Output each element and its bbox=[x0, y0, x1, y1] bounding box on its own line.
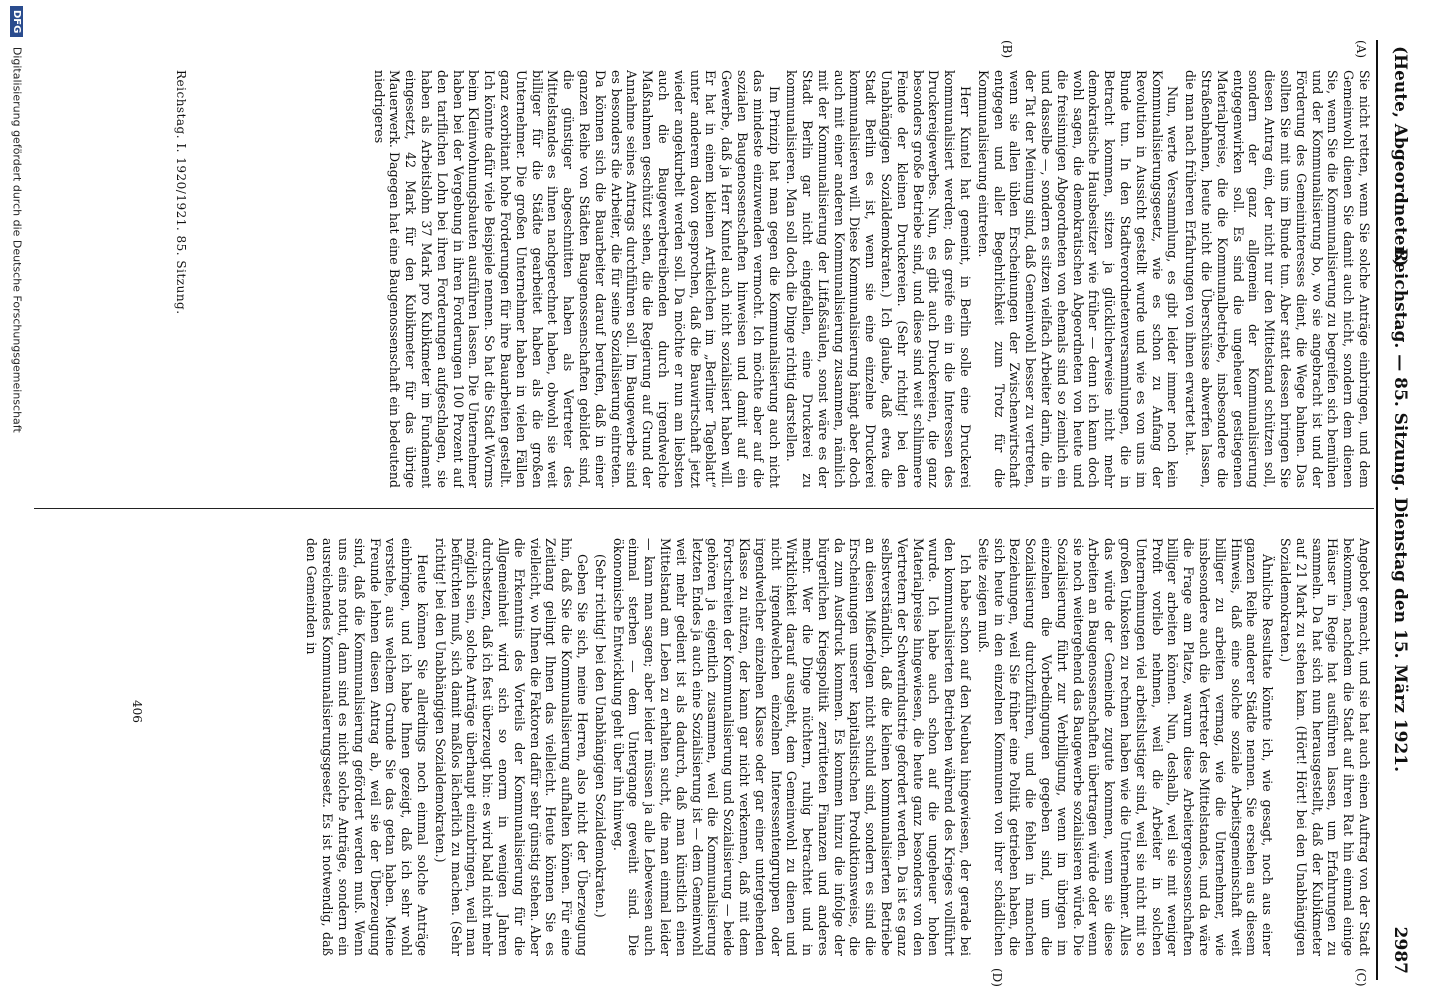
speaker-note: (Heute, Abgeordneter.) bbox=[1390, 46, 1410, 267]
page-number: 2987 bbox=[1390, 926, 1410, 974]
footer-source: Reichstag. I. 1920/1921. 85. Sitzung. bbox=[174, 70, 188, 315]
margin-marker-b: (B) bbox=[1000, 40, 1014, 59]
paragraph: Herr Kuntel hat gemeint, in Berlin solle eine Druckerei kommunalisiert werden; das greife ein in die Interessen des Druckereigewerbes. Nun, es gibt auch Druckereien, die ganz besonders große Betriebe sind, und diese sind weit schlimmere Feinde der kleinen Druckereien. (Sehr richtig! bei den Unabhängigen Sozialdemokraten.) Ich glaube, daß etwa die Stadt Berlin es ist, wenn sie eine einzelne Druckerei kommunalisieren will. Diese Kommunalisierung hängt aber doch auch mit einer anderen Kommunalisierung zusammen, nämlich mit der Kommunalisierung der Litfaßsäulen, sonst wäre es der Stadt Berlin gar nicht eingefallen, eine Druckerei zu kommunalisieren. Man soll doch die Dinge richtig darstellen. bbox=[784, 70, 974, 488]
column-divider bbox=[34, 508, 1374, 509]
paragraph: Angebot gemacht, und sie hat auch einen Auftrag von der Stadt bekommen, nachdem die Stadt auf ihren Rat hin einmal einige Häuser in Regie hat ausführen lassen, um Erfahrungen zu sammeln. Da hat sich nun herausgestellt, daß der Kubikmeter auf 21 Mark zu stehen kam. (Hört! Hört! bei den Unabhängigen Sozialdemokraten.) bbox=[1278, 538, 1372, 956]
dfg-logo: DFG bbox=[10, 6, 23, 37]
right-column bbox=[192, 538, 1372, 956]
paragraph: Ich habe schon auf den Neubau hingewiesen, der gerade bei den kommunalisierten Betrieben während des Krieges vollführt wurde. Ich habe auch schon auf die ungeheuer hohen Materialpreise hingewiesen, die heute ganz besonders von den Vertretern der Schwerindustrie gefordert werden. Da ist es ganz selbstverständlich, daß die kleinen kommunalisierten Betriebe an diesen Mißerfolgen nicht schuld sind, sondern es sind die Erscheinungen unserer kapitalistischen Produktionsweise, die da zum Ausdruck kommen. Es kommen hinzu die infolge der bürgerlichen Kriegspolitik zerrütteten Finanzen und anderes mehr. Wer die Dinge nüchtern, ruhig betrachtet und in Wirklichkeit darauf ausgeht, dem Gemeinwohl zu dienen und nicht irgendwelchen einzelnen Interessentengruppen oder irgendwelcher einzelnen Klasse oder gar einer untergehenden Klasse zu nützen, der kann gar nicht verkennen, daß mit dem Fortschreiten der Kommunalisierung und Sozialisierung — beide gehören ja eigentlich zusammen, weil die Kommunalisierung letzten Endes ja auch eine Sozialisierung ist — dem Gemeinwohl weit mehr gedient ist als dadurch, daß man künstlich einen Mittelstand am Leben zu erhalten sucht, die man einmal leider — kann man sagen; aber leider müssen ja alle Lebewesen auch einmal sterben — dem Untergange geweiht sind. Die ökonomische Entwicklung geht über ihn hinweg. bbox=[610, 538, 974, 956]
digitization-credit bbox=[0, 0, 24, 1000]
digitization-note: Digitalisierung gefördert durch die Deutsche Forschungsgemeinschaft bbox=[10, 46, 24, 433]
paragraph: Ähnliche Resultate könnte ich, wie gesagt, noch aus einer ganzen Reihe anderer Städte nennen. Sie ersehen aus diesem Hinweis, daß eine solche soziale Arbeitsgemeinschaft weit billiger zu arbeiten vermag, wie die Unternehmer, wie insbesondere auch die Vertreter des Mittelstandes, und da wäre die Frage am Platze, warum diese Arbeitergenossenschaften billiger arbeiten können. Nun, deshalb, weil sie mit weniger Profit vorlieb nehmen, weil die Arbeiter in solchen Unternehmungen viel arbeitslustiger sind, weil sie nicht mit so großen Unkosten zu rechnen haben wie die Unternehmer. Alles das würde der Gemeinde zugute kommen, wenn sie diese Arbeiten an Baugenossenschaften übertragen würde oder wenn sie noch weitergehend das Baugewerbe sozialisieren würde. Die Sozialisierung führt zur Verbilligung, wenn im übrigen im einzelnen die Vorbedingungen gegeben sind, um die Sozialisierung durchzuführen, und die fehlen in manchen Beziehungen, weil Sie früher eine Politik getrieben haben, die sich heute in den einzelnen Kommunen von ihrer schädlichen Seite zeigen muß. bbox=[975, 538, 1276, 956]
page-title: Reichstag. — 85. Sitzung. Dienstag den 15. März 1921. bbox=[1390, 247, 1410, 773]
margin-marker-c: (C) bbox=[1354, 968, 1368, 987]
left-column bbox=[192, 70, 1372, 488]
paragraph: Sie nicht retten, wenn Sie solche Anträge einbringen, und dem Gemeinwohl dienen Sie damit auch nicht, sondern dem dienen Sie, wenn Sie die Kommunalisierung zu begreifen sich bemühen und der Kommunalisierung bo, wo sie angebracht ist und der Förderung des Gemeininteresses dient, die Wege bahnen. Das sollten Sie mit uns im Bunde tun. Aber statt dessen bringen Sie diesen Antrag ein, der nicht nur den Mittelstand schützen soll, sondern der ganz allgemein der Kommunalisierung entgegenwirken soll. Es sind die ungeheuer gestiegenen Materialpreise, die die Kommunalbetriebe, insbesondere die Straßenbahnen, heute nicht die Überschüsse abwerfen lassen, die man nach früheren Erfahrungen von ihnen erwartet hat. bbox=[1183, 70, 1372, 488]
footer-page-number: 406 bbox=[130, 700, 144, 723]
paragraph: Im Prinzip hat man gegen die Kommunalisierung auch nicht das mindeste einzuwenden vermocht. Ich möchte aber auf die sozialen Baugenossenschaften hinweisen und damit auf ein Gewerbe, daß ja Herr Kuntel auch nicht sozialisiert haben will. Er hat in einem kleinen Artikelchen im „Berliner Tageblatt“ unter anderem davon gesprochen, daß die Bauwirtschaft jetzt wieder angekurbelt werden soll. Da möchte er nun am liebsten auch die Baugewerbetreibenden durch irgendwelche Maßnahmen geschützt sehen, die die Regierung auf Grund der Annahme seines Antrags durchführen soll. Im Baugewerbe sind es besonders die Arbeiter, die für seine Sozialisierung eintreten. Da können sich die Bauarbeiter darauf berufen, daß in einer ganzen Reihe von Städten Baugenossenschaften gebildet sind, die günstiger abgeschnitten haben als Vertreter des Mittelstandes es ihnen nachgerechnet haben, obwohl sie weit billiger für die Städte gearbeitet haben als die großen Unternehmer. Die großen Unternehmer haben in vielen Fällen ganz exorbitant hohe Forderungen für ihre Bauarbeiten gestellt. Ich könnte dafür viele Beispiele nennen. So hat die Stadt Worms beim Kleinwohnungsbauten ausführen lassen. Die Unternehmer haben bei der Vergebung in ihren Forderungen 100 Prozent auf den tariflichen Lohn bei ihren Forderungen aufgeschlagen, sie haben als Arbeitslohn 37 Mark pro Kubikmeter im Fundament eingesetzt, 42 Mark für den Kubikmeter für das übrige Mauerwerk. Dagegen hat eine Baugenossenschaft ein bedeutend niedrigeres bbox=[371, 70, 782, 488]
page-header bbox=[1376, 40, 1416, 980]
paragraph: (Sehr richtig! bei den Unabhängigen Sozialdemokraten.) bbox=[592, 554, 608, 918]
paragraph: Geben Sie sich, meine Herren, also nicht der Überzeugung hin, daß Sie die Kommunalisierung aufhalten können. Für eine Zeitlang gelingt Ihnen das vielleicht. Heute können Sie es vielleicht, wo Ihnen die Faktoren dafür sehr günstig stehen. Aber die Erkenntnis des Vorteils der Kommunalisierung für die Allgemeinheit wird sich so enorm in wenigen Jahren durchsetzen, daß ich fest überzeugt bin: es wird bald nicht mehr möglich sein, solche Anträge überhaupt einzubringen, weil man befürchten muß, sich damit maßlos lächerlich zu machen. (Sehr richtig! bei den Unabhängigen Sozialdemokraten.) bbox=[432, 538, 590, 956]
margin-marker-d: (D) bbox=[990, 968, 1004, 987]
margin-marker-a: (A) bbox=[1354, 40, 1368, 59]
paragraph: Heute können Sie allerdings noch einmal solche Anträge einbringen, und ich habe Ihnen gezeigt, daß ich sehr wohl verstehe, aus welchem Grunde Sie das getan haben. Meine Freunde lehnen diesen Antrag ab, weil sie der Überzeugung sind, daß die Kommunalisierung gefördert werden muß. Wenn uns eins notut, dann sind es nicht solche Anträge, sondern ein ausreichendes Kommunalisierungsgesetz. Es ist notwendig, daß den Gemeinden in bbox=[304, 538, 430, 956]
paragraph: Nun, werte Versammlung, es gibt leider immer noch kein Kommunalisierungsgesetz, wie es schon zu Anfang der Revolution in Aussicht gestellt wurde und wie es von uns im Bunde tun. In den Stadtverordnetenversammlungen, die in Betracht kommen, sitzen ja glücklicherweise nicht mehr demokratische Hausbesitzer wie früher — denn ich kann doch wohl sagen, die demokratischen Abgeordneten von heute und die freisinnigen Abgeordneten von ehemals sind so ziemlich ein und dasselbe —, sondern es sitzen vielfach Arbeiter darin, die in der Tat der Meinung sind, daß Gemeinwohl besser zu vertreten, wenn sie allen üblen Erscheinungen der Zwischenwirtschaft entgegen und aller Begehrlichkeit zum Trotz für die Kommunalisierung eintreten. bbox=[975, 70, 1181, 488]
